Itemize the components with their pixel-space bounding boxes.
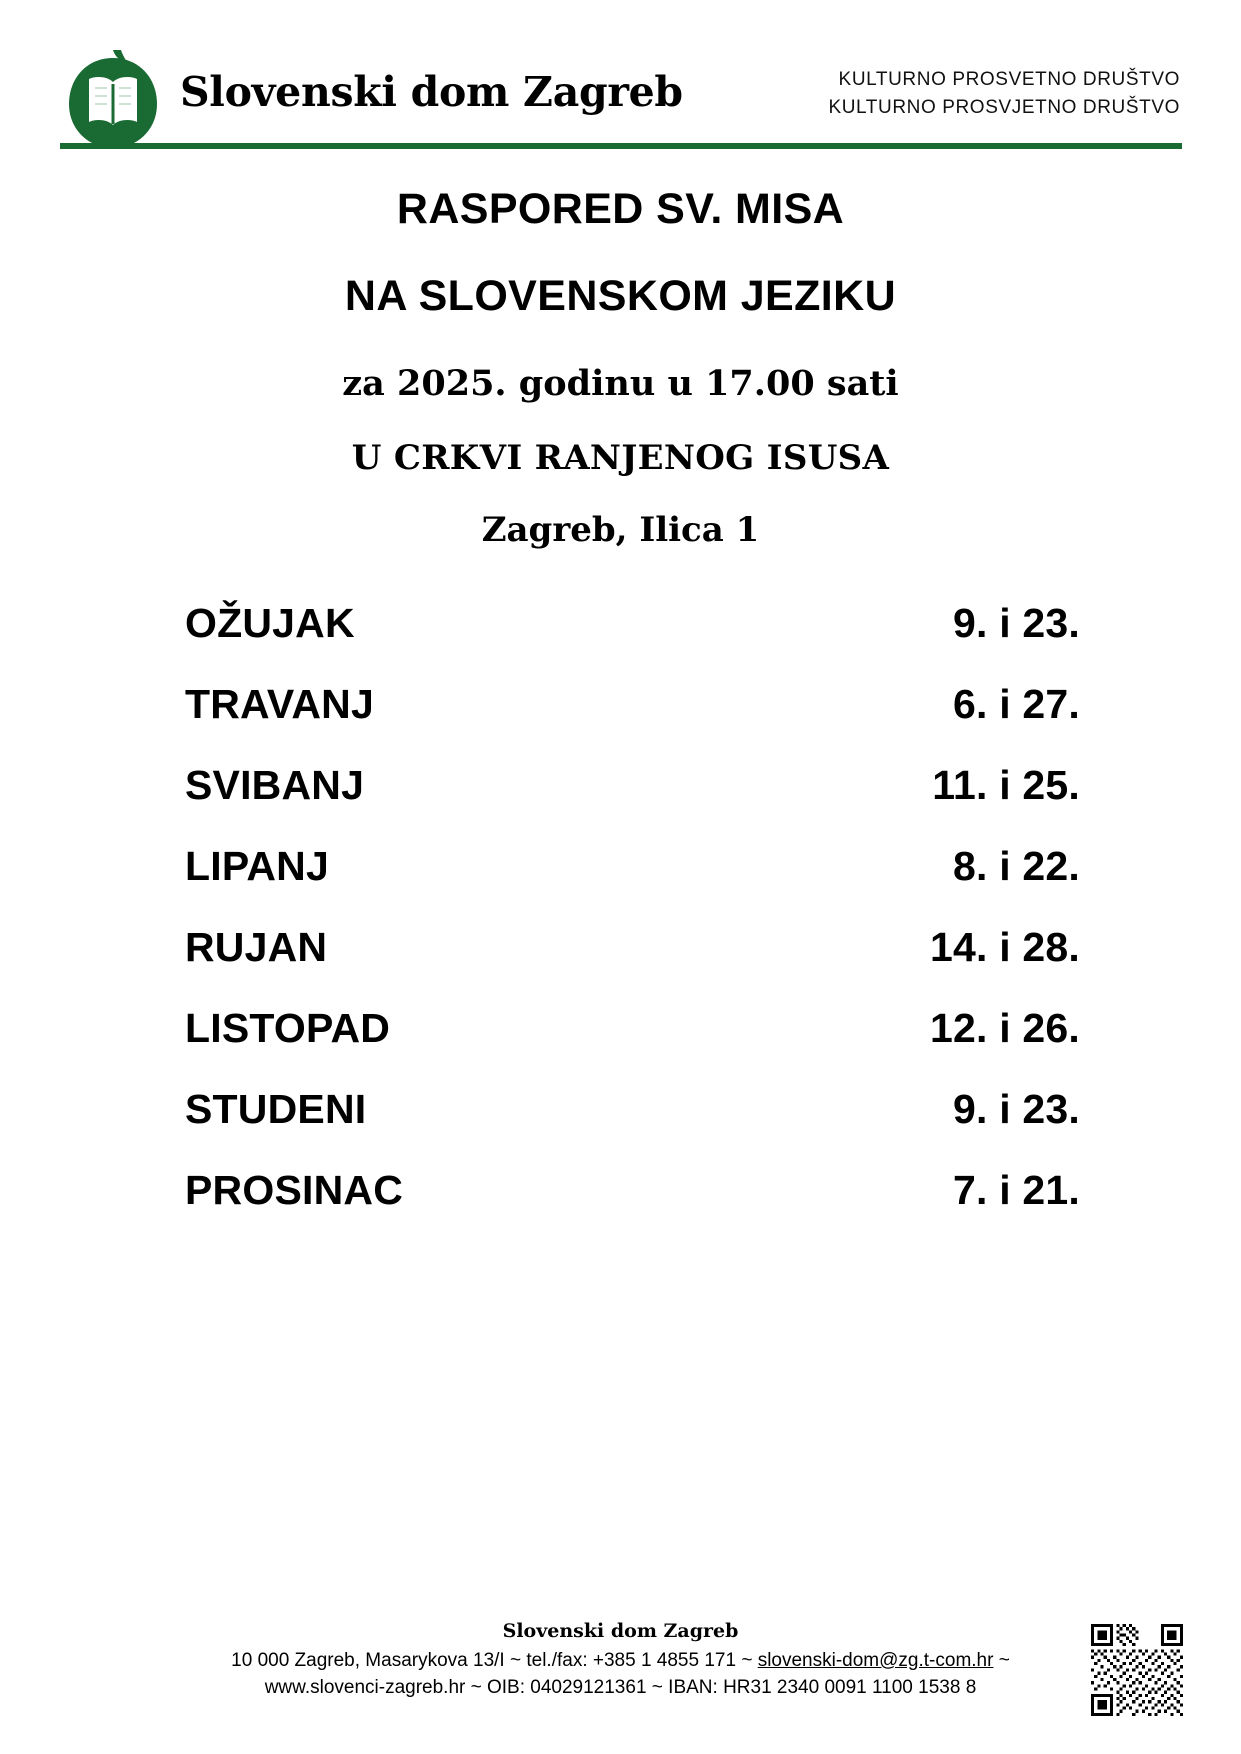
footer-contact-line-1 bbox=[0, 1647, 1241, 1675]
book-in-leaf-logo-icon bbox=[65, 48, 161, 152]
organization-subtitle bbox=[828, 66, 1180, 121]
footer-contact-line-2: www.slovenci-zagreb.hr ~ OIB: 04029121361 ~ IBAN: HR31 2340 0091 1100 1538 8 bbox=[264, 1677, 977, 1699]
schedule-row bbox=[185, 1086, 1080, 1167]
footer-email-link[interactable]: slovenski-dom@zg.t-com.hr bbox=[757, 1649, 994, 1671]
schedule-list bbox=[185, 600, 1080, 1248]
kpd-line-slovene: KULTURNO PROSVETNO DRUŠTVO bbox=[838, 69, 1180, 90]
dates-value: 9. i 23. bbox=[953, 1086, 1080, 1132]
footer-address-text: 10 000 Zagreb, Masarykova 13/I ~ tel./fax: +385 1 4855 171 ~ bbox=[231, 1649, 758, 1671]
schedule-row bbox=[185, 762, 1080, 843]
kpd-line-croatian: KULTURNO PROSVJETNO DRUŠTVO bbox=[828, 96, 1180, 118]
page-subtitle-address: Zagreb, Ilica 1 bbox=[481, 510, 760, 550]
schedule-row bbox=[185, 600, 1080, 681]
footer-organization-name: Slovenski dom Zagreb bbox=[502, 1619, 739, 1642]
month-label: LIPANJ bbox=[185, 843, 329, 889]
month-label: TRAVANJ bbox=[185, 681, 374, 727]
schedule-row bbox=[185, 924, 1080, 1005]
schedule-row bbox=[185, 1005, 1080, 1086]
dates-value: 9. i 23. bbox=[953, 600, 1080, 646]
header-divider bbox=[60, 143, 1182, 149]
dates-value: 6. i 27. bbox=[953, 681, 1080, 727]
footer-line1-suffix: ~ bbox=[993, 1649, 1010, 1671]
dates-value: 14. i 28. bbox=[930, 924, 1080, 970]
page-title-line-1: RASPORED SV. MISA bbox=[396, 185, 845, 233]
page-header bbox=[60, 48, 1180, 148]
schedule-row bbox=[185, 843, 1080, 924]
title-block bbox=[0, 185, 1241, 550]
month-label: RUJAN bbox=[185, 924, 328, 970]
dates-value: 12. i 26. bbox=[930, 1005, 1080, 1051]
month-label: STUDENI bbox=[185, 1086, 367, 1132]
page-subtitle-year-time: za 2025. godinu u 17.00 sati bbox=[342, 363, 899, 404]
page-footer bbox=[0, 1620, 1241, 1702]
organization-title: Slovenski dom Zagreb bbox=[180, 68, 683, 116]
qr-code-icon bbox=[1091, 1624, 1183, 1716]
schedule-row bbox=[185, 1167, 1080, 1248]
month-label: LISTOPAD bbox=[185, 1005, 391, 1051]
month-label: SVIBANJ bbox=[185, 762, 365, 808]
month-label: OŽUJAK bbox=[185, 600, 355, 646]
page-subtitle-church: U CRKVI RANJENOG ISUSA bbox=[351, 438, 890, 478]
schedule-row bbox=[185, 681, 1080, 762]
dates-value: 7. i 21. bbox=[953, 1167, 1080, 1213]
page-title-line-2: NA SLOVENSKOM JEZIKU bbox=[344, 272, 897, 320]
dates-value: 8. i 22. bbox=[953, 843, 1080, 889]
month-label: PROSINAC bbox=[185, 1167, 404, 1213]
dates-value: 11. i 25. bbox=[932, 762, 1080, 808]
